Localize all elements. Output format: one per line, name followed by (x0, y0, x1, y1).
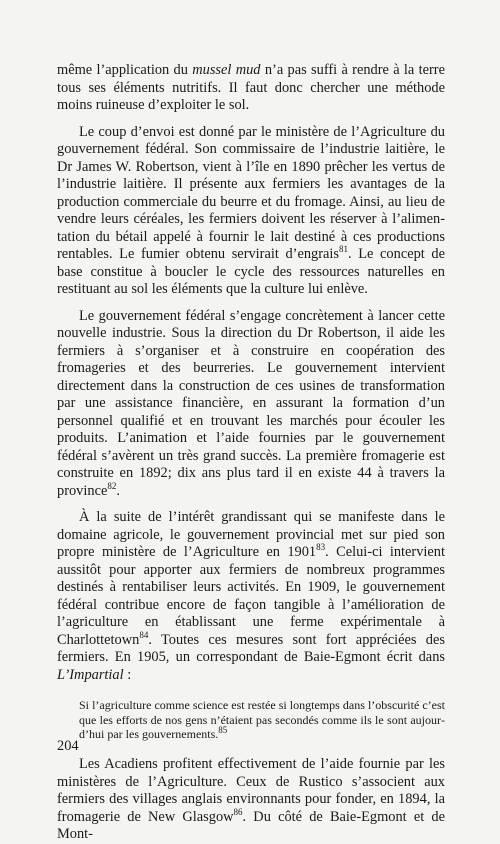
page-body (57, 62, 445, 844)
paragraph-1: même l’application du mussel mud n’a pas suffi à rendre à la terre tous ses éléments nutritifs. Il faut donc chercher une méthode moins ruineuse d’exploiter le sol. (57, 62, 445, 113)
page-number: 204 (57, 738, 79, 754)
block-quote: Si l’agriculture comme science est restée si longtemps dans l’obscurité c’est que les efforts de nos gens n’étaient pas secondés comme ils le sont aujourd’hui par les gouvernements.$^{85}$ (79, 698, 445, 742)
paragraph-5: Les Acadiens profitent effectivement de l’aide fournie par les ministères de l’Agriculture. Ceux de Rustico s’associent aux fermiers des villages anglais environnants pour fonder, en 1894, la fromagerie de New Glasgow$^{86}$. Du côté de Baie-Egmont et de Mont- (57, 756, 445, 843)
paragraph-2: Le coup d’envoi est donné par le ministère de l’Agriculture du gouvernement fédéral. Son commissaire de l’industrie laitière, le Dr James W. Robertson, vient à l’île en 1890 prêcher les vertus de l’industrie laitière. Il présente aux fermiers les avantages de la production commerciale du beurre et du fromage. Ainsi, au lieu de vendre leurs céréales, les fermiers doivent les réserver à l’alimentation du bétail appelé à fournir le lait destiné à ces productions rentables. Le fumier obtenu servirait d’engrais$^{81}$. Le concept de base constitue à boucler le cycle des ressources naturelles en restituant au sol les éléments que la culture lui enlève. (57, 123, 445, 297)
paragraph-4: À la suite de l’intérêt grandissant qui se manifeste dans le domaine agricole, le gouvernement provincial met sur pied son propre ministère de l’Agriculture en 1901$^{83}$. Celui-ci intervient aussitôt pour apporter aux fermiers de nombreux programmes destinés à rentabiliser leurs activités. En 1909, le gouvernement fédéral contribue encore de façon tangible à l’amélioration de l’agriculture en établissant une ferme expérimentale à Charlottetown$^{84}$. Toutes ces mesures sont fort appréciées des fermiers. En 1905, un correspondant de Baie-Egmont écrit dans L’Impartial : (57, 509, 445, 683)
paragraph-3: Le gouvernement fédéral s’engage concrètement à lancer cette nouvelle industrie. Sous la direction du Dr Robertson, il aide les fermiers à s’organiser et à construire en coopération des fromageries et des beurreries. Le gouvernement intervient directement dans la construction de ces usines de transformation par une assistance financière, en assurant la formation d’un personnel qualifié et en trouvant les marchés pour écouler les produits. L’animation et l’aide fournies par le gouvernement fédéral s’avèrent un très grand succès. La première fromagerie est construite en 1892; dix ans plus tard il en existe 44 à travers la province$^{82}$. (57, 307, 445, 499)
